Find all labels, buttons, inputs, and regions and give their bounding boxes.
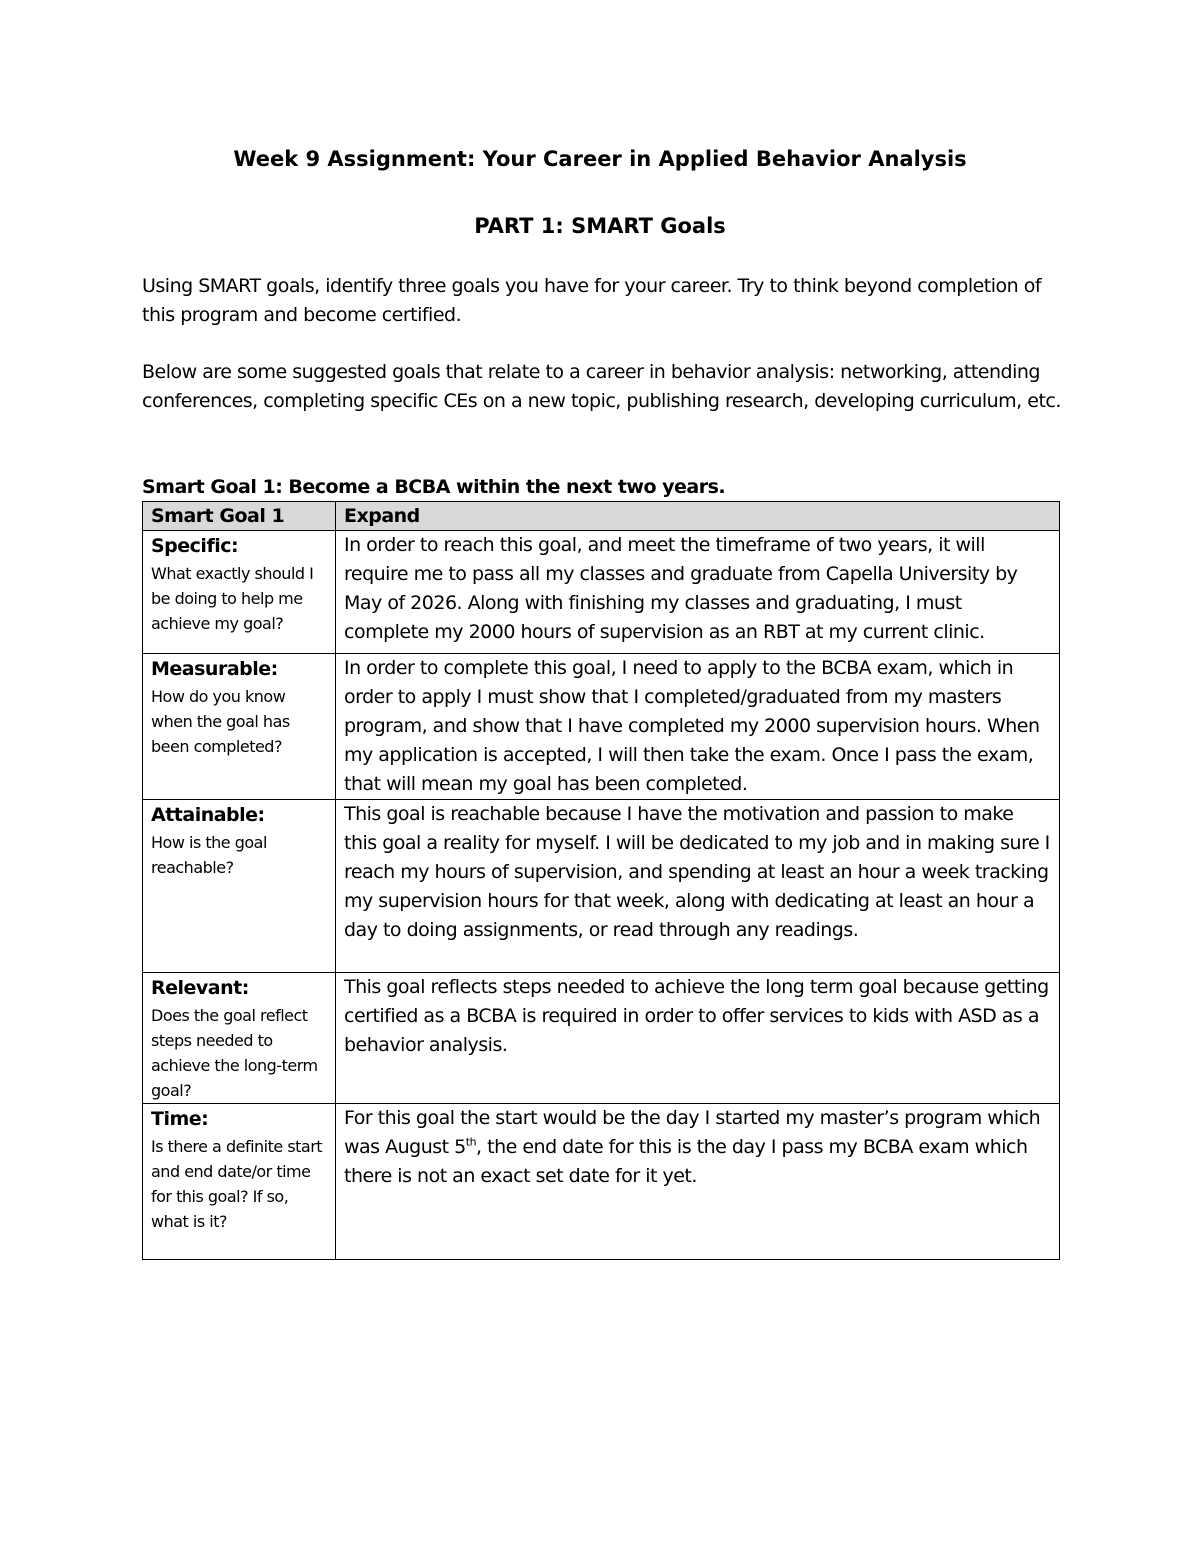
criterion-question: How do you know when the goal has been completed? xyxy=(151,687,290,756)
table-row-measurable xyxy=(143,654,1060,800)
answer-text-end: , the end date for this is the day I pass my BCBA exam which there is not an exact set date for it yet. xyxy=(344,1136,1028,1187)
answer-cell: In order to reach this goal, and meet the timeframe of two years, it will require me to pass all my classes and graduate from Capella University by May of 2026. Along with finishing my classes and graduating, I must complete my 2000 hours of supervision as an RBT at my current clinic. xyxy=(336,531,1060,654)
table-header-row xyxy=(143,502,1060,531)
intro-paragraph: Using SMART goals, identify three goals you have for your career. Try to think beyond completion of this program and become certified. xyxy=(142,275,1042,326)
table-header-expand: Expand xyxy=(336,502,1060,531)
goal-heading: Smart Goal 1: Become a BCBA within the next two years. xyxy=(142,476,726,498)
ordinal-suffix: th xyxy=(465,1135,477,1149)
table-row-specific xyxy=(143,531,1060,654)
suggestion-paragraph: Below are some suggested goals that relate to a career in behavior analysis: networking, attending conferences, completing specific CEs on a new topic, publishing research, developing curriculum, etc. xyxy=(142,361,1061,412)
criterion-label: Time: xyxy=(151,1108,209,1130)
table-row-relevant xyxy=(143,973,1060,1104)
table-header-goal: Smart Goal 1 xyxy=(143,502,336,531)
table-row-time xyxy=(143,1104,1060,1260)
criterion-question: Is there a definite start and end date/or time for this goal? If so, what is it? xyxy=(151,1137,323,1231)
answer-cell: In order to complete this goal, I need to apply to the BCBA exam, which in order to apply I must show that I completed/graduated from my masters program, and show that I have completed my 2000 supervision hours. When my application is accepted, I will then take the exam. Once I pass the exam, that will mean my goal has been completed. xyxy=(336,654,1060,800)
answer-cell: This goal reflects steps needed to achieve the long term goal because getting certified as a BCBA is required in order to offer services to kids with ASD as a behavior analysis. xyxy=(336,973,1060,1104)
answer-cell xyxy=(336,1104,1060,1260)
criterion-question: What exactly should I be doing to help me achieve my goal? xyxy=(151,564,314,633)
part-title: PART 1: SMART Goals xyxy=(474,214,726,238)
criterion-cell xyxy=(143,654,336,800)
criterion-label: Specific: xyxy=(151,535,239,557)
answer-text-start: For this goal the start would be the day I started my master’s program which was August 5 xyxy=(344,1107,1041,1158)
answer-cell: This goal is reachable because I have the motivation and passion to make this goal a reality for myself. I will be dedicated to my job and in making sure I reach my hours of supervision, and spending at least an hour a week tracking my supervision hours for that week, along with dedicating at least an hour a day to doing assignments, or read through any readings. xyxy=(336,800,1060,973)
criterion-label: Measurable: xyxy=(151,658,278,680)
criterion-label: Attainable: xyxy=(151,804,265,826)
table-row-attainable xyxy=(143,800,1060,973)
criterion-cell xyxy=(143,1104,336,1260)
criterion-cell xyxy=(143,531,336,654)
criterion-question: Does the goal reflect steps needed to achieve the long-term goal? xyxy=(151,1006,318,1100)
document-title: Week 9 Assignment: Your Career in Applied Behavior Analysis xyxy=(233,147,967,171)
criterion-question: How is the goal reachable? xyxy=(151,833,267,877)
criterion-cell xyxy=(143,973,336,1104)
criterion-label: Relevant: xyxy=(151,977,249,999)
smart-goal-table xyxy=(142,501,1060,1260)
criterion-cell xyxy=(143,800,336,973)
